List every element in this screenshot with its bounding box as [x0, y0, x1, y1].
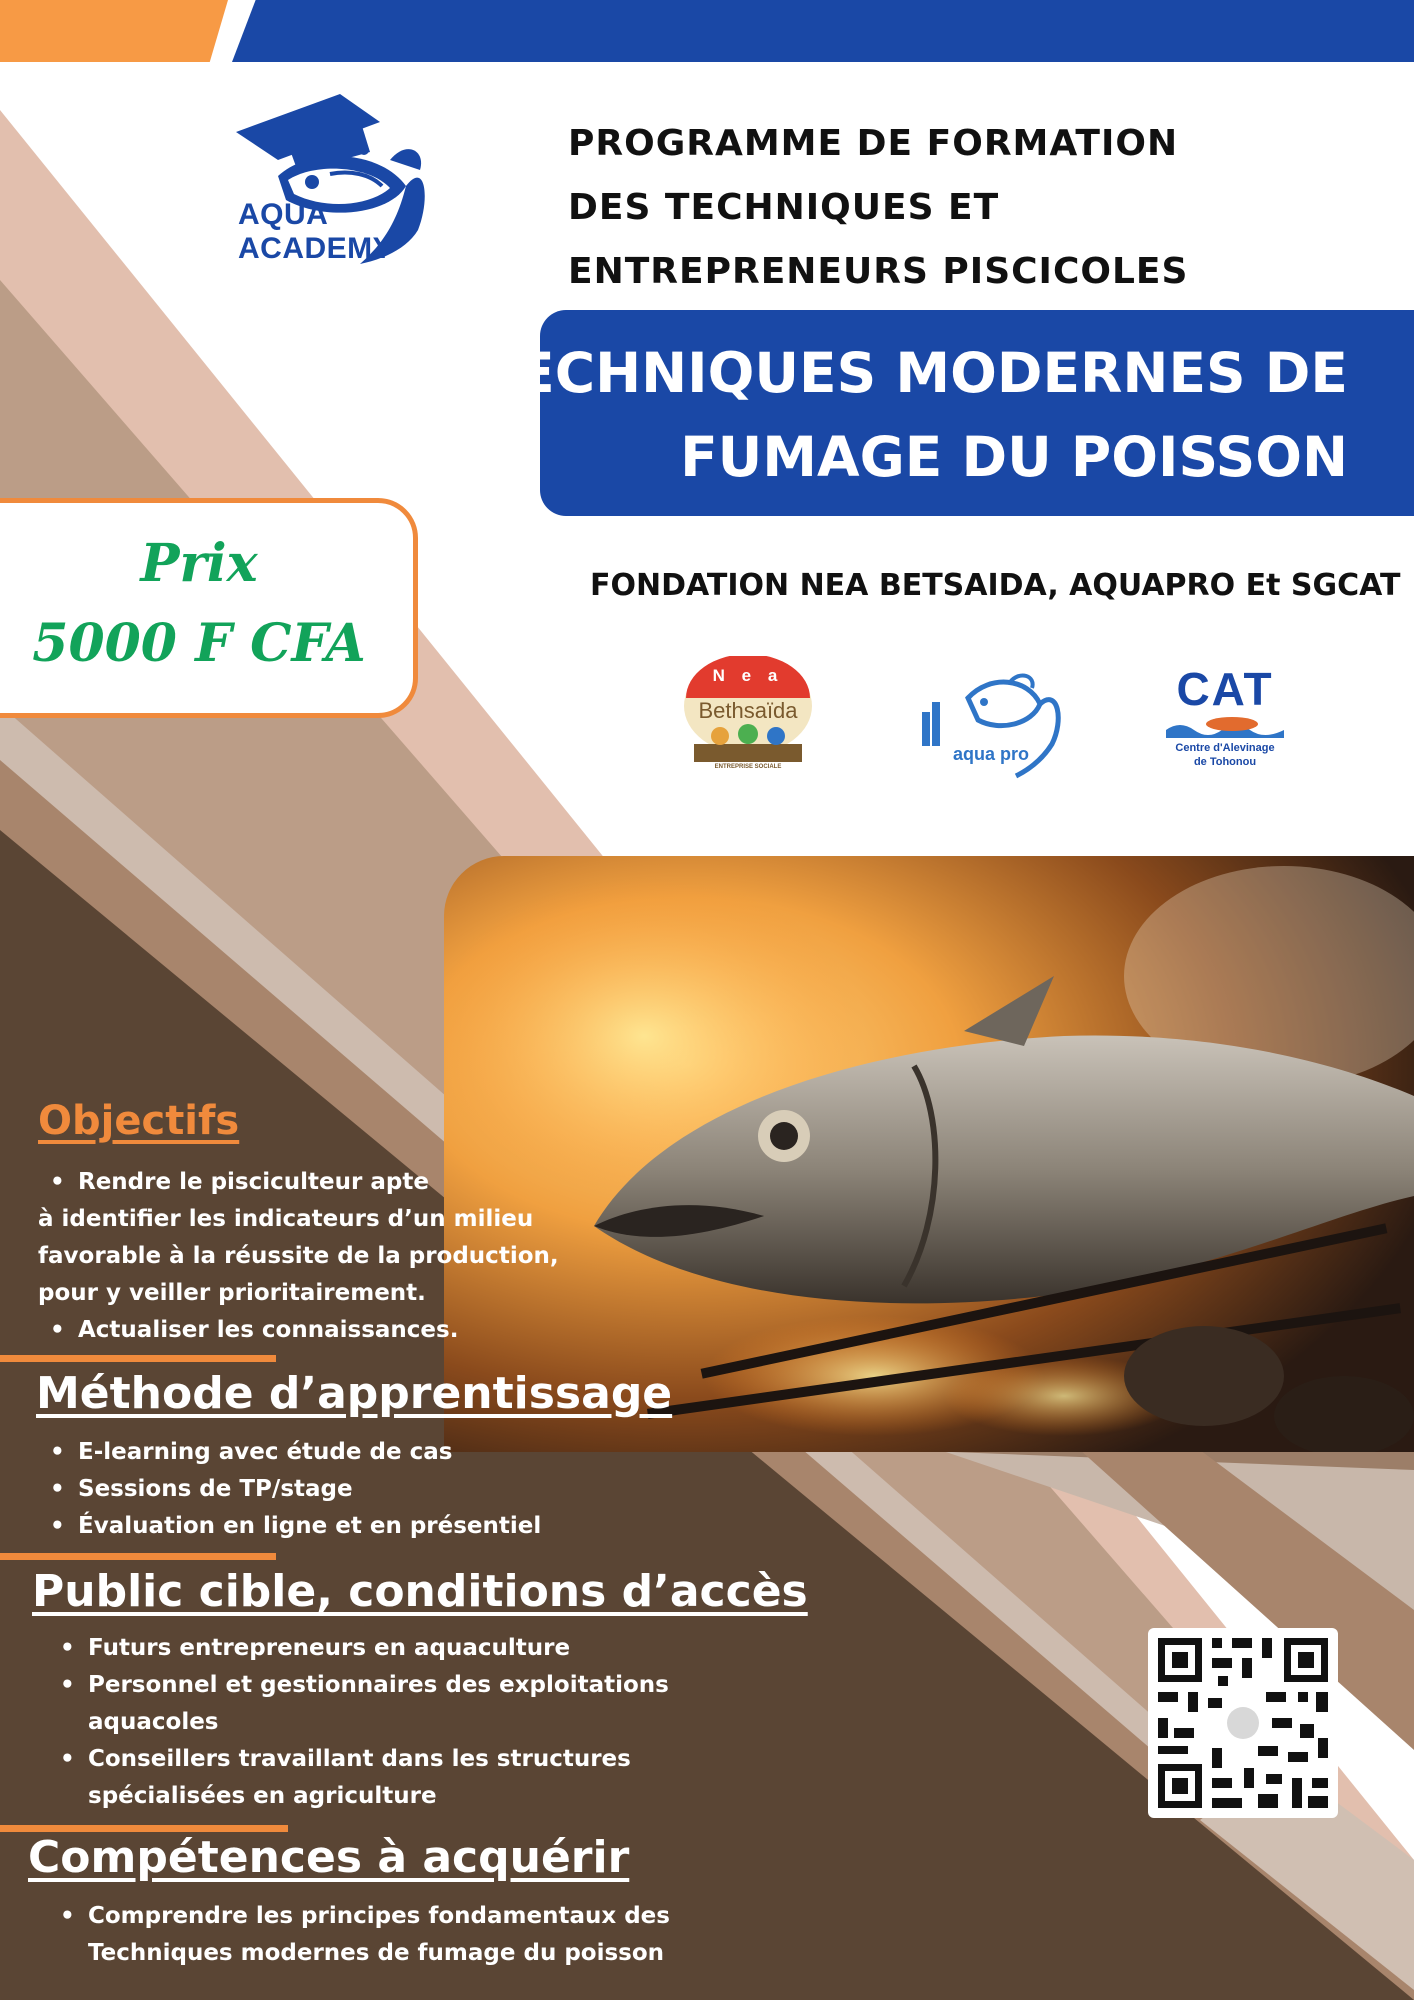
objectif-line-2: à identifier les indicateurs d’un milieu	[38, 1206, 534, 1232]
aquapro-fish-icon	[916, 668, 1076, 784]
cat-logo	[1160, 662, 1290, 782]
price-box	[0, 498, 418, 718]
methode-item-2: • Sessions de TP/stage	[38, 1471, 541, 1508]
competences-title: Compétences à acquérir	[28, 1832, 630, 1883]
nea-letters: N e a	[712, 666, 784, 685]
smoked-fish-image	[444, 856, 1414, 1452]
logo-line-1: AQUA	[238, 198, 329, 231]
public-title: Public cible, conditions d’accès	[32, 1566, 808, 1617]
top-orange-bar	[0, 0, 228, 62]
methode-item-3: • Évaluation en ligne et en présentiel	[38, 1508, 541, 1545]
nea-name: Bethsaïda	[698, 698, 798, 723]
objectif-line-1: • Rendre le pisciculteur apte	[38, 1164, 559, 1201]
cat-letters: CAT	[1176, 663, 1274, 715]
title-banner	[479, 310, 1414, 516]
divider-3	[0, 1825, 288, 1832]
public-item-2-cont: aquacoles	[88, 1709, 219, 1735]
title-line-2: FUMAGE DU POISSON	[680, 425, 1348, 489]
program-line-3: ENTREPRENEURS PISCICOLES	[568, 251, 1189, 292]
aquapro-logo	[916, 668, 1076, 784]
logo-line-2: ACADEMY	[238, 232, 394, 265]
qr-code-icon	[1148, 1628, 1338, 1818]
top-blue-bar	[232, 0, 1414, 62]
public-item-2: • Personnel et gestionnaires des exploitations	[48, 1667, 669, 1704]
cat-fish-water-icon	[1166, 712, 1284, 738]
divider-1	[0, 1355, 276, 1362]
objectifs-text	[38, 1164, 559, 1349]
price-label: Prix	[140, 533, 258, 594]
nea-tagline: ENTREPRISE SOCIALE	[714, 764, 782, 770]
competences-list	[48, 1898, 670, 1972]
cat-caption-1: Centre d'Alevinage	[1175, 742, 1275, 754]
methode-title: Méthode d’apprentissage	[36, 1368, 673, 1419]
public-item-3: • Conseillers travaillant dans les structures	[48, 1741, 669, 1778]
cat-caption-2: de Tohonou	[1193, 756, 1257, 768]
nea-bethsaida-logo	[680, 656, 816, 780]
title-line-1: TECHNIQUES MODERNES DE	[479, 341, 1348, 405]
competence-item-1: • Comprendre les principes fondamentaux des	[48, 1898, 670, 1935]
public-item-3-cont: spécialisées en agriculture	[88, 1783, 437, 1809]
price-value: 5000 F CFA	[32, 613, 366, 674]
program-line-1: PROGRAMME DE FORMATION	[568, 123, 1179, 164]
divider-2	[0, 1553, 276, 1560]
smoked-fish-photo	[444, 856, 1414, 1452]
aquapro-name: aqua pro	[952, 744, 1029, 764]
objectifs-title: Objectifs	[38, 1098, 240, 1144]
public-list	[48, 1630, 669, 1815]
partners-heading: FONDATION NEA BETSAIDA, AQUAPRO Et SGCAT	[590, 568, 1401, 603]
methode-list	[38, 1434, 541, 1545]
program-heading	[568, 112, 1328, 304]
objectif-line-4: pour y veiller prioritairement.	[38, 1280, 426, 1306]
public-item-1: • Futurs entrepreneurs en aquaculture	[48, 1630, 669, 1667]
competence-item-1-cont: Techniques modernes de fumage du poisson	[88, 1940, 665, 1966]
program-line-2: DES TECHNIQUES ET	[568, 187, 1000, 228]
methode-item-1: • E-learning avec étude de cas	[38, 1434, 541, 1471]
qr-code[interactable]	[1148, 1628, 1338, 1818]
objectif-line-5: • Actualiser les connaissances.	[38, 1312, 559, 1349]
objectif-line-3: favorable à la réussite de la production,	[38, 1243, 559, 1269]
aqua-academy-logo-text	[238, 198, 393, 266]
